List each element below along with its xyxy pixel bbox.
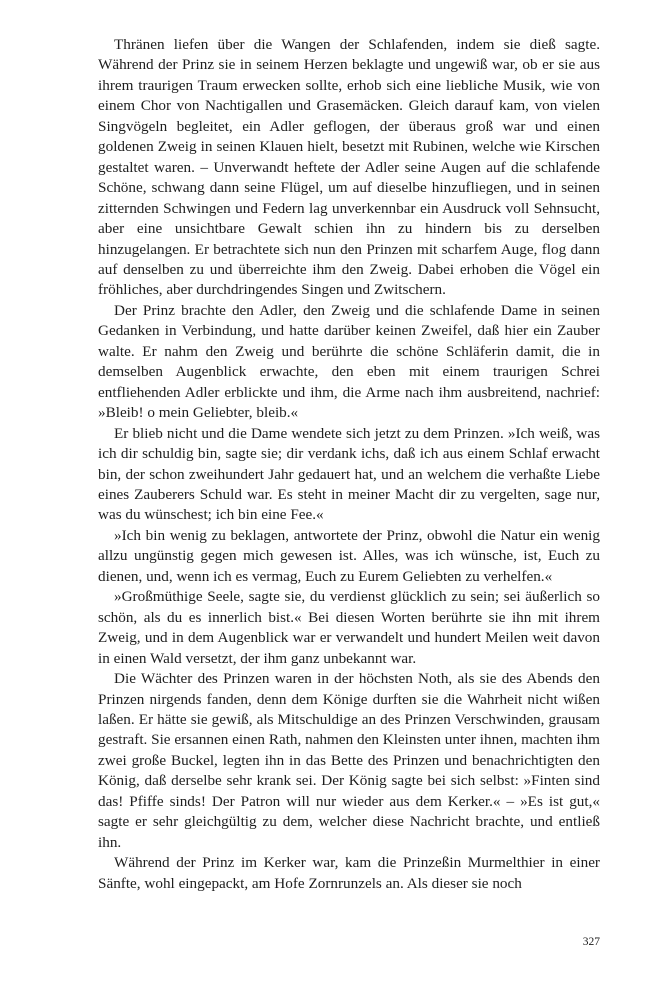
paragraph-3: Er blieb nicht und die Dame wendete sich jetzt zu dem Prinzen. »Ich weiß, was ich dir schuldig bin, sagte sie; dir verdank ichs, daß ich aus einem Schlaf erwacht bin, der schon zweihundert Jahr gedauert hat, und an welchem die verhaßte Liebe eines Zauberers Schuld war. Es steht in meiner Macht dir zu vergelten, sage nur, was du wünschest; ich bin eine Fee.«	[98, 424, 600, 524]
page-number: 327	[582, 936, 600, 948]
paragraph-5: »Großmüthige Seele, sagte sie, du verdienst glücklich zu sein; sei äußerlich so schön, als du es innerlich bist.« Bei diesen Worten berührte sie ihn mit ihrem Zweig, und in dem Augenblick war er verwandelt und hundert Meilen weit davon in einen Wald versetzt, der ihm ganz unbekannt war.	[98, 588, 600, 667]
body-text	[98, 35, 600, 894]
paragraph-2: Der Prinz brachte den Adler, den Zweig und die schlafende Dame in seinen Gedanken in Verbindung, und hatte darüber keinen Zweifel, daß hier ein Zauber walte. Er nahm den Zweig und berührte die schöne Schläferin damit, die in demselben Augenblick erwachte, den eben mit einem traurigen Schrei entfliehenden Adler erblickte und ihm, die Arme nach ihm ausbreitend, nachrief: »Bleib! o mein Geliebter, bleib.«	[98, 301, 600, 422]
paragraph-7: Während der Prinz im Kerker war, kam die Prinzeßin Murmelthier in einer Sänfte, wohl eingepackt, am Hofe Zornrunzels an. Als dieser sie noch	[98, 854, 600, 892]
paragraph-6: Die Wächter des Prinzen waren in der höchsten Noth, als sie des Abends den Prinzen nirgends fanden, denn dem Könige durften sie die Wahrheit nicht wißen laßen. Er hätte sie gewiß, als Mitschuldige an des Prinzen Verschwinden, grausam gestraft. Sie ersannen einen Rath, nahmen den Kleinsten unter ihnen, machten ihm zwei große Buckel, legten ihn in das Bette des Prinzen und benachrichtigten den König, daß derselbe sehr krank sei. Der König sagte bei sich selbst: »Finten sind das! Pfiffe sinds! Der Patron will nur wieder aus dem Kerker.« – »Es ist gut,« sagte er sehr gleichgültig zu dem, welcher diese Nachricht brachte, und entließ ihn.	[98, 670, 600, 851]
paragraph-4: »Ich bin wenig zu beklagen, antwortete der Prinz, obwohl die Natur ein wenig allzu ungünstig gegen mich gewesen ist. Alles, was ich wünsche, ist, Euch zu dienen, und, wenn ich es vermag, Euch zu Eurem Geliebten zu verhelfen.«	[98, 526, 600, 585]
paragraph-1: Thränen liefen über die Wangen der Schlafenden, indem sie dieß sagte. Während der Prinz sie in seinem Herzen beklagte und ungewiß war, ob er sie aus ihrem traurigen Traum erwecken sollte, erhob sich eine liebliche Musik, wie von einem Chor von Nachtigallen und Grasemäcken. Gleich darauf kam, von vielen Singvögeln begleitet, ein Adler geflogen, der überaus groß war und einen goldenen Zweig in seinen Klauen hielt, besetzt mit Rubinen, welche wie Kirschen gestaltet waren. – Unverwandt heftete der Adler seine Augen auf die schlafende Schöne, schwang dann seine Flügel, um auf dieselbe hinzufliegen, und in seinen zitternden Schwingen und Federn lag unverkennbar ein Ausdruck voll Sehnsucht, aber eine unsichtbare Gewalt schien ihn zu hindern bis zu derselben hinzugelangen. Er betrachtete sich nun den Prinzen mit scharfem Auge, flog dann auf denselben zu und überreichte ihm den Zweig. Dabei erhoben die Vögel ein fröhliches, aber durchdringendes Singen und Zwitschern.	[98, 36, 600, 299]
